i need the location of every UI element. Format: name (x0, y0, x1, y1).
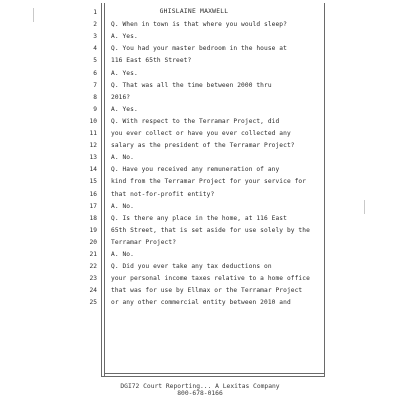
line-number: 17 (89, 202, 97, 210)
line-text: Q. When in town is that where you would sleep? (111, 21, 287, 29)
line-number: 4 (93, 45, 97, 53)
transcript-line (63, 177, 325, 187)
transcript-line (63, 129, 325, 139)
transcript-line (63, 274, 325, 284)
transcript-line (63, 117, 325, 127)
transcript-line (63, 262, 325, 272)
line-text: or any other commercial entity between 2010 and (111, 299, 291, 307)
line-number: 1 (93, 9, 97, 16)
scan-edge-mark (33, 8, 34, 22)
transcript-line (63, 56, 325, 66)
line-text: Q. You had your master bedroom in the house at (111, 45, 287, 53)
line-text: A. Yes. (111, 69, 138, 77)
line-number: 20 (89, 238, 97, 246)
transcript-line (63, 8, 325, 18)
deponent-name: GHISLAINE MAXWELL (159, 8, 229, 15)
line-text: Q. Is there any place in the home, at 116 East (111, 214, 287, 222)
line-number: 21 (89, 251, 97, 258)
line-text: 116 East 65th Street? (111, 57, 192, 65)
line-text: 65th Street, that is set aside for use solely by the (111, 226, 310, 234)
line-number: 22 (89, 263, 97, 271)
line-text: 2016? (111, 93, 131, 101)
line-text: Q. That was all the time between 2000 thru (111, 81, 272, 89)
transcript-line (63, 202, 325, 212)
line-number: 25 (89, 299, 97, 307)
transcript-line (63, 190, 325, 200)
transcript-line (63, 250, 325, 260)
transcript-line (63, 20, 325, 30)
transcript-line (63, 214, 325, 224)
footer-phone: 800-678-0166 (177, 390, 223, 397)
line-number: 12 (89, 142, 97, 150)
transcript-line (63, 226, 325, 236)
line-text: kind from the Terramar Project for your service for (111, 178, 307, 186)
line-text: A. No. (111, 251, 134, 258)
transcript-line (63, 238, 325, 248)
line-text: Terramar Project? (111, 238, 177, 246)
line-number: 7 (93, 81, 97, 89)
transcript-line (63, 286, 325, 296)
footer-company: DGI72 Court Reporting... A Lexitas Company (120, 383, 280, 390)
line-text: Q. Have you received any remuneration of any (111, 166, 280, 174)
line-text: A. Yes. (111, 33, 138, 41)
line-text: A. No. (111, 202, 134, 210)
transcript-line (63, 81, 325, 91)
line-text: Q. With respect to the Terramar Project, did (111, 117, 280, 125)
transcript-line (63, 298, 325, 308)
line-number: 13 (89, 154, 97, 162)
line-text: A. Yes. (111, 105, 138, 113)
line-number: 6 (93, 69, 97, 77)
line-text: salary as the president of the Terramar Project? (111, 142, 295, 150)
line-text: A. No. (111, 154, 134, 162)
line-text: that not-for-profit entity? (111, 190, 215, 198)
transcript-line (63, 165, 325, 175)
transcript-line (63, 32, 325, 42)
transcript-line (63, 153, 325, 163)
line-number: 9 (93, 105, 97, 113)
line-number: 23 (89, 275, 97, 283)
transcript-line (63, 105, 325, 115)
line-number: 19 (89, 226, 97, 234)
transcript-line (63, 141, 325, 151)
line-number: 15 (89, 178, 97, 186)
line-number: 10 (89, 117, 97, 125)
line-text: that was for use by Ellmax or the Terramar Project (111, 287, 303, 295)
transcript-line (63, 69, 325, 79)
transcript-line (63, 93, 325, 103)
line-number: 18 (89, 214, 97, 222)
line-text: Q. Did you ever take any tax deductions on (111, 263, 272, 271)
line-number: 2 (93, 21, 97, 29)
line-number: 8 (93, 93, 97, 101)
bottom-rule (104, 373, 325, 374)
transcript-line (63, 44, 325, 54)
scan-edge-mark (364, 200, 365, 214)
line-number: 16 (89, 190, 97, 198)
line-text: your personal income taxes relative to a home office (111, 275, 310, 283)
bottom-rule (101, 376, 325, 377)
line-number: 14 (89, 166, 97, 174)
line-number: 5 (93, 57, 97, 65)
line-number: 3 (93, 33, 97, 41)
line-number: 11 (89, 130, 97, 137)
line-text: you ever collect or have you ever collected any (111, 130, 291, 137)
line-number: 24 (89, 287, 97, 295)
